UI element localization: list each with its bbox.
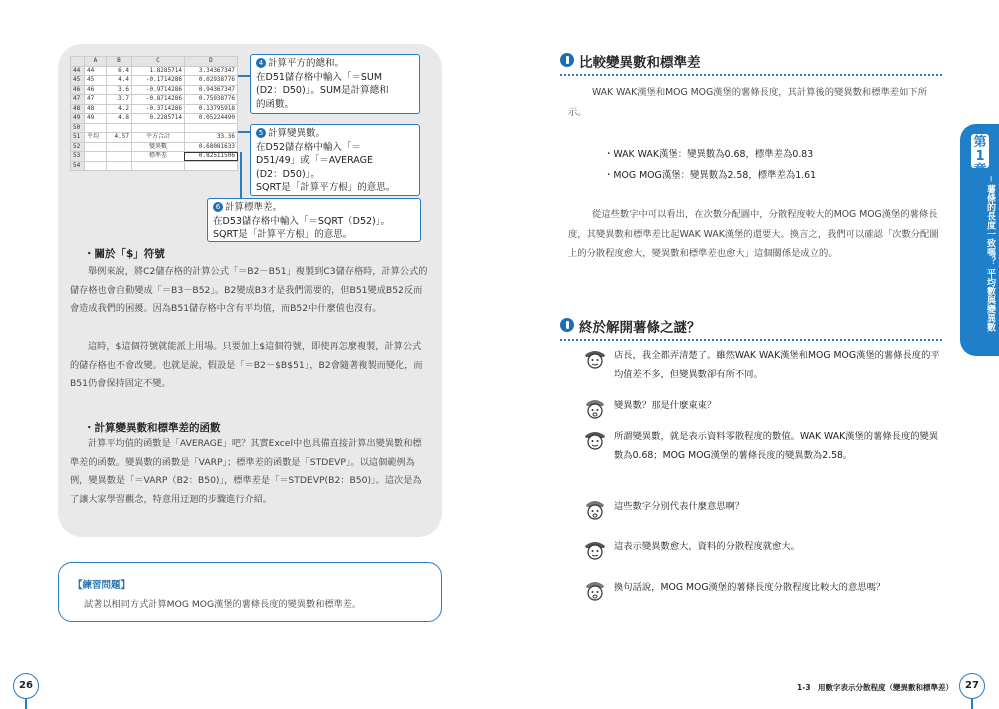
row-num: 45 [71, 76, 85, 86]
table-row [71, 66, 238, 76]
cell [184, 123, 237, 133]
row-num: 46 [71, 85, 85, 95]
table-row [71, 133, 238, 143]
table-row [71, 95, 238, 105]
col-header: D [184, 57, 237, 67]
cell: 3.7 [106, 95, 131, 105]
section-heading: 比較變異數和標準差 [579, 55, 701, 71]
callout-line: 計算標準差。 [225, 202, 283, 213]
step-number: 6 [213, 202, 223, 212]
cell: 平均 [85, 133, 107, 143]
cell: 0.68081633 [184, 142, 237, 152]
callout-line: 計算變異數。 [268, 128, 326, 139]
cell: 3.34367347 [184, 66, 237, 76]
paragraph: 計算平均值的函數是「AVERAGE」吧？其實Excel中也具備直接計算出變異數和標準差的函數。變異數的函數是「VARP」；標準差的函數是「STDEVP」。以這個範例為例，變異數是「＝VARP（B2：B50)」，標準差是「＝STDEVP(B2：B50)」。這次是為了讓大家學習觀念，特意用迂迴的步驟進行介紹。 [70, 438, 422, 505]
result-bullet: ・MOG MOG漢堡：變異數為2.58，標準差為1.61 [604, 170, 817, 181]
callout-line: 計算平方的總和。 [268, 58, 345, 69]
excel-sheet [70, 56, 238, 171]
cell: 0.02938776 [184, 76, 237, 86]
exercise-title: 【練習問題】 [73, 580, 131, 591]
row-num: 47 [71, 95, 85, 105]
paragraph: 這時，$這個符號就能派上用場。只要加上$這個符號，即使再怎麼複製，計算公式的儲存格也不會改變。也就是說，假設是「＝B2－$B$51」，B2會隨著複製而變化，而B51仍會保持固定不變。 [70, 341, 423, 390]
dialogue-text: 所謂變異數，就是表示資料零散程度的數值。WAK WAK漢堡的薯條長度的變異數為0.68；MOG MOG漢堡的薯條長度的變異數為2.58。 [614, 431, 939, 461]
callout-line: 在D51儲存格中輸入「＝SUM [256, 71, 383, 83]
cell: -0.3714286 [131, 104, 184, 114]
dotted-divider [560, 339, 942, 341]
table-row [71, 161, 238, 171]
clerk-face-icon [582, 427, 608, 451]
table-row [71, 104, 238, 114]
section-bullet-icon [560, 53, 574, 67]
col-header: A [85, 57, 107, 67]
dialogue-text: 換句話說，MOG MOG漢堡的薯條長度分散程度比較大的意思嗎？ [614, 582, 886, 593]
row-num: 53 [71, 152, 85, 162]
callout-line: 的函數。 [256, 98, 295, 110]
cell: 0.94367347 [184, 85, 237, 95]
dialogue-text: 店長，我全都弄清楚了。雖然WAK WAK漢堡和MOG MOG漢堡的薯條長度的平均值差不多，但變異數卻有所不同。 [614, 350, 940, 380]
section-title: ・計算變異數和標準差的函數 [84, 422, 221, 434]
cell [106, 152, 131, 162]
row-num: 50 [71, 123, 85, 133]
cell [85, 161, 107, 171]
table-row [71, 114, 238, 124]
clerk-face-icon [582, 537, 608, 561]
section-bullet-icon [560, 318, 574, 332]
row-num: 48 [71, 104, 85, 114]
dialogue-text: 這些數字分別代表什麼意思啊？ [614, 501, 745, 512]
callout-line: 在D53儲存格中輸入「＝SQRT（D52)」。 [213, 215, 390, 227]
cell: 4.8 [106, 114, 131, 124]
connector-line [238, 131, 250, 133]
callout-line: (D2：D50)」。SUM是計算總和 [256, 85, 389, 96]
manager-face-icon [582, 578, 608, 602]
cell: 6.4 [106, 66, 131, 76]
cell: 48 [85, 104, 107, 114]
page-number-stem [25, 699, 27, 709]
manager-face-icon [582, 396, 608, 420]
row-num: 54 [71, 161, 85, 171]
cell: -0.9714286 [131, 85, 184, 95]
callout-line: SQRT是「計算平方根」的意思。 [213, 229, 353, 240]
callout-6 [207, 198, 421, 242]
table-row [71, 152, 238, 162]
table-row [71, 142, 238, 152]
callout-line: SQRT是「計算平方根」的意思。 [256, 182, 396, 193]
chapter-badge [971, 134, 989, 178]
exercise-box [58, 562, 442, 622]
paragraph: 舉例來說，將C2儲存格的計算公式「＝B2－B51」複製到C3儲存格時，計算公式的儲存格也會自動變成「＝B3－B52」。B2變成B3才是我們需要的，但B51變成B52反而會造成我們的困擾。因為B51儲存格中含有平均值，而B52中什麼值也沒有。 [70, 266, 428, 315]
section-title: ・關於「$」符號 [84, 248, 165, 260]
cell: 4.57 [106, 133, 131, 143]
exercise-text: 試著以相同方式計算MOG MOG漢堡的薯條長度的變異數和標準差。 [84, 599, 362, 610]
paragraph: WAK WAK漢堡和MOG MOG漢堡的薯條長度，其計算後的變異數和標準差如下所示。 [568, 87, 927, 118]
cell: 0.05224490 [184, 114, 237, 124]
paragraph: 從這些數字中可以看出，在次數分配圖中，分散程度較大的MOG MOG漢堡的薯條長度，其變異數和標準差比起WAK WAK漢堡的還要大。換言之，我們可以確認「次數分配圖上的分散程度愈大，變異數和標準差也愈大」這個關係是成立的。 [568, 209, 939, 259]
page-number-left: 26 [13, 673, 39, 699]
row-num: 51 [71, 133, 85, 143]
result-bullet: ・WAK WAK漢堡：變異數為0.68，標準差為0.83 [604, 149, 814, 160]
cell [106, 142, 131, 152]
cell: 46 [85, 85, 107, 95]
cell: 0.75938776 [184, 95, 237, 105]
callout-line: (D2：D50)」。 [256, 168, 320, 180]
connector-line [238, 75, 250, 77]
cell: 0.2285714 [131, 114, 184, 124]
cell: -0.1714286 [131, 76, 184, 86]
cell: 3.6 [106, 85, 131, 95]
cell: 47 [85, 95, 107, 105]
cell [85, 152, 107, 162]
page-number-stem [971, 699, 973, 709]
chapter-label: 第1章 [973, 135, 987, 178]
cell [85, 142, 107, 152]
cell [106, 123, 131, 133]
dotted-divider [560, 74, 942, 76]
cell: 0.82511506 [184, 152, 237, 162]
section-heading: 終於解開薯條之謎？ [579, 320, 701, 336]
cell: 4.4 [106, 76, 131, 86]
cell: 標準差 [131, 152, 184, 162]
row-num: 52 [71, 142, 85, 152]
row-num: 49 [71, 114, 85, 124]
row-num: 44 [71, 66, 85, 76]
step-number: 4 [256, 58, 266, 68]
cell: 45 [85, 76, 107, 86]
cell: 49 [85, 114, 107, 124]
cell: 0.13795918 [184, 104, 237, 114]
table-row [71, 76, 238, 86]
callout-line: D51/49」或「＝AVERAGE [256, 155, 373, 166]
step-number: 5 [256, 128, 266, 138]
cell: 平方合計 [131, 133, 184, 143]
callout-5 [250, 124, 420, 196]
cell: 4.2 [106, 104, 131, 114]
col-header: B [106, 57, 131, 67]
cell [85, 123, 107, 133]
dialogue-text: 變異數？那是什麼東東？ [614, 400, 717, 411]
connector-line [240, 152, 242, 198]
cell [106, 161, 131, 171]
clerk-face-icon [582, 346, 608, 370]
cell: -0.8714286 [131, 95, 184, 105]
running-footer: 1-3 用數字表示分散程度（變異數和標準差） [797, 683, 954, 692]
col-header [71, 57, 85, 67]
cell [131, 123, 184, 133]
col-header: C [131, 57, 184, 67]
table-row [71, 85, 238, 95]
cell: 變異數 [131, 142, 184, 152]
callout-4 [250, 54, 420, 114]
dialogue-text: 這表示變異數愈大，資料的分散程度就愈大。 [614, 541, 800, 552]
page-number-right: 27 [959, 673, 985, 699]
cell: 1.8285714 [131, 66, 184, 76]
chapter-title: ─ 薯條的長度一致嗎？ 平均數與變異數 [985, 176, 995, 332]
callout-line: 在D52儲存格中輸入「＝ [256, 141, 361, 153]
cell: 33.36 [184, 133, 237, 143]
cell [184, 161, 237, 171]
cell [131, 161, 184, 171]
manager-face-icon [582, 497, 608, 521]
table-row [71, 123, 238, 133]
cell: 44 [85, 66, 107, 76]
